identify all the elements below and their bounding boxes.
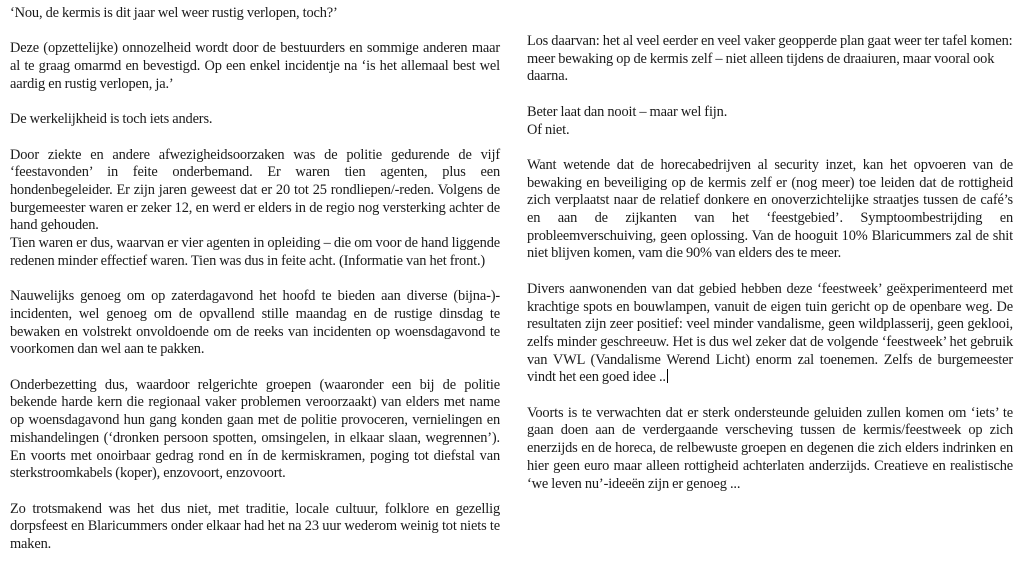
text-cursor <box>667 369 668 383</box>
paragraph-onderbezetting: Onderbezetting dus, waardoor relgerichte groepen (waaronder een bij de politie bekende harde kern die regionaal vaker problemen veroorzaakt) van elders met name op woensdagavond hun gang konden gaan met de politie provoceren, vernielingen en mishandelingen (‘dronken persoon spotten, omsingelen, in elkaar slaan, wegrennen’). En voorts met onoirbaar gedrag rond en ín de kermiskramen, poging tot diefstal van sterkstroomkabels (koper), enzovoort, enzovoort. <box>10 376 500 482</box>
paragraph-nauwelijks-genoeg: Nauwelijks genoeg om op zaterdagavond het hoofd te bieden aan diverse (bijna-)-incidenten, wel genoeg om de opvallend stille maandag en de rustige dinsdag te bewaken en volstrekt onvoldoende om de reeks van incidenten op woensdagavond te voorkomen dan wel aan te pakken. <box>10 288 500 358</box>
right-column <box>527 33 1013 511</box>
paragraph-opening-quote: ‘Nou, de kermis is dit jaar wel weer rustig verlopen, toch?’ <box>10 5 338 21</box>
paragraph-divers-aanwonenden-text: Divers aanwonenden van dat gebied hebben deze ‘feestweek’ geëxperimenteerd met krachtige spots en bouwlampen, vanuit de eigen tuin gericht op de openbare weg. De resultaten zijn zeer positief: veel minder vandalisme, geen wildplasserij, geen geklooi, zelfs minder geschreeuw. Het is dus wel zeker dat de volgende ‘feestweek’ het gebruik van VWL (Vandalisme Werend Licht) enorm zal toenemen. Zelfs de burgemeester vindt het een goed idee .. <box>527 280 1013 386</box>
paragraph-onnozelheid: Deze (opzettelijke) onnozelheid wordt door de bestuurders en sommige anderen maar al te graag omarmd en bevestigd. Op een enkel incidentje na ‘is het allemaal best wel aardig en rustig verlopen, ja.’ <box>10 40 500 92</box>
paragraph-of-niet: Of niet. <box>527 121 570 138</box>
left-column <box>10 5 500 571</box>
paragraph-trotsmakend: Zo trotsmakend was het dus niet, met traditie, locale cultuur, folklore en gezellig dorpsfeest en Blaricummers onder elkaar had het na 23 uur wederom weinig tot niets te maken. <box>10 500 500 552</box>
paragraph-beter-laat: Beter laat dan nooit – maar wel fijn. <box>527 103 728 120</box>
paragraph-voorts: Voorts is te verwachten dat er sterk ondersteunde geluiden zullen komen om ‘iets’ te gaan doen aan de verdergaande verscheving tussen de kermis/feestweek op zich enerzijds en de horeca, de relbewuste groepen en degenen die zich elders indrinken en hier geen euro maar alleen rottigheid achterlaten anderzijds. Creatieve en realistische ‘we leven nu’-ideeën zijn er genoeg ... <box>527 404 1013 492</box>
paragraph-divers-aanwonenden[interactable] <box>527 281 1013 387</box>
paragraph-onderbemand: Door ziekte en andere afwezigheidsoorzaken was de politie gedurende de vijf ‘feestavonden’ in feite onderbemand. Er waren tien agenten, plus een hondenbegeleider. Er zijn jaren geweest dat er 20 tot 25 rondliepen/-reden. Volgens de burgemeester waren er zeker 12, en werd er elders in de regio nog versterking achter de hand gehouden. <box>10 146 500 234</box>
paragraph-meer-bewaking: meer bewaking op de kermis zelf – niet alleen tijdens de draaiuren, maar vooral ook daarna. <box>527 50 995 85</box>
paragraph-tien-agenten: Tien waren er dus, waarvan er vier agenten in opleiding – die om voor de hand liggende redenen minder effectief waren. Tien was dus in feite acht. (Informatie van het front.) <box>10 235 500 269</box>
paragraph-want-wetende: Want wetende dat de horecabedrijven al security inzet, kan het opvoeren van de bewaking en beveiliging op de kermis zelf er (nog meer) toe leiden dat de rottigheid zich verplaatst naar de relatief donkere en onoverzichtelijke straatjes tussen de café’s en aan de zijkanten van het ‘feestgebied’. Symptoombestrijding en probleemverschuiving, geen oplossing. Van de hooguit 10% Blaricummers zal de shit niet blijven komen, vam die 90% van elders des te meer. <box>527 156 1013 262</box>
paragraph-los-daarvan: Los daarvan: het al veel eerder en veel vaker geopperde plan gaat weer ter tafel komen: <box>527 33 1013 49</box>
paragraph-werkelijkheid: De werkelijkheid is toch iets anders. <box>10 111 213 128</box>
